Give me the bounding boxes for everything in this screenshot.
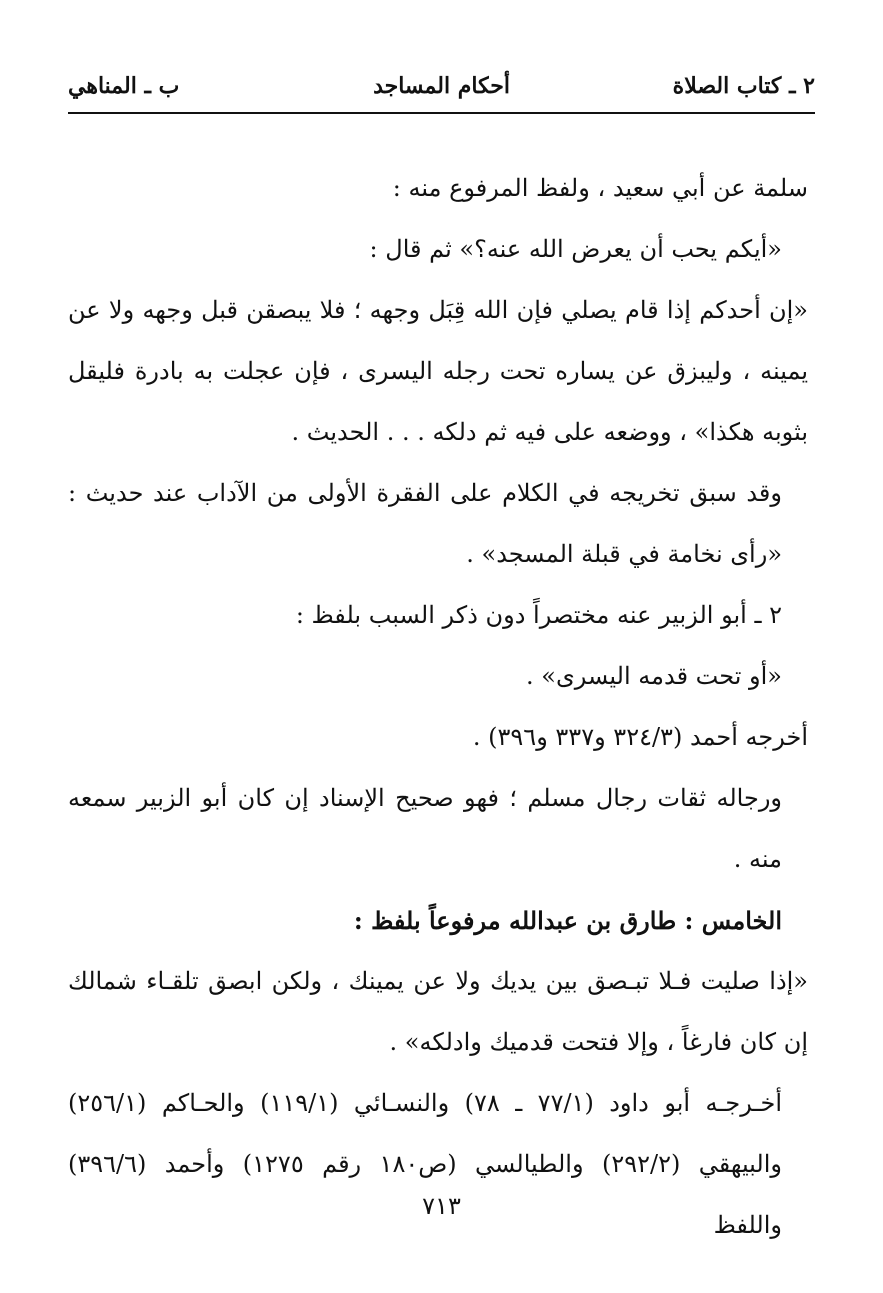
paragraph-4: وقد سبق تخريجه في الكلام على الفقرة الأولى من الآداب عند حديث : «رأى نخامة في قبلة المسجد» . xyxy=(68,479,782,568)
paragraph-8: ورجاله ثقات رجال مسلم ؛ فهو صحيح الإسناد إن كان أبو الزبير سمعه منه . xyxy=(68,784,782,873)
section-heading: الخامس : طارق بن عبدالله مرفوعاً بلفظ : xyxy=(353,906,782,935)
paragraph-6: «أو تحت قدمه اليسرى» . xyxy=(526,662,782,690)
paragraph-11: أخـرجـه أبو داود (٧٧/١ ـ ٧٨) والنسـائي (١١٩/١) والحـاكم (٢٥٦/١) والبيهقي (٢٩٢/٢) والطيالسي (ص١٨٠ رقم ١٢٧٥) وأحمد (٣٩٦/٦) واللفظ xyxy=(68,1089,783,1239)
paragraph-1: سلمة عن أبي سعيد ، ولفظ المرفوع منه : xyxy=(392,174,808,202)
header-section: ب ـ المناهي xyxy=(68,73,180,99)
header-chapter: ٢ ـ كتاب الصلاة xyxy=(672,73,815,99)
page-body xyxy=(68,158,808,1256)
paragraph-7: أخرجه أحمد (٣٢٤/٣ و٣٣٧ و٣٩٦) . xyxy=(472,723,808,751)
paragraph-10: «إذا صليت فـلا تبـصق بين يديك ولا عن يمينك ، ولكن ابصق تلقـاء شمالك إن كان فارغاً ، وإلا فتحت قدميك وادلكه» . xyxy=(68,967,808,1056)
header-title: أحكام المساجد xyxy=(373,73,510,99)
paragraph-5: ٢ ـ أبو الزبير عنه مختصراً دون ذكر السبب بلفظ : xyxy=(295,601,782,629)
running-header xyxy=(68,66,815,106)
paragraph-3: «إن أحدكم إذا قام يصلي فإن الله قِبَل وجهه ؛ فلا يبصقن قبل وجهه ولا عن يمينه ، وليبزق عن يساره تحت رجله اليسرى ، فإن عجلت به بادرة فليقل بثوبه هكذا» ، ووضعه على فيه ثم دلكه . . . الحديث . xyxy=(68,296,808,446)
paragraph-2: «أيكم يحب أن يعرض الله عنه؟» ثم قال : xyxy=(369,235,782,263)
header-divider xyxy=(68,112,815,114)
page-number: ٧١٣ xyxy=(422,1192,461,1220)
